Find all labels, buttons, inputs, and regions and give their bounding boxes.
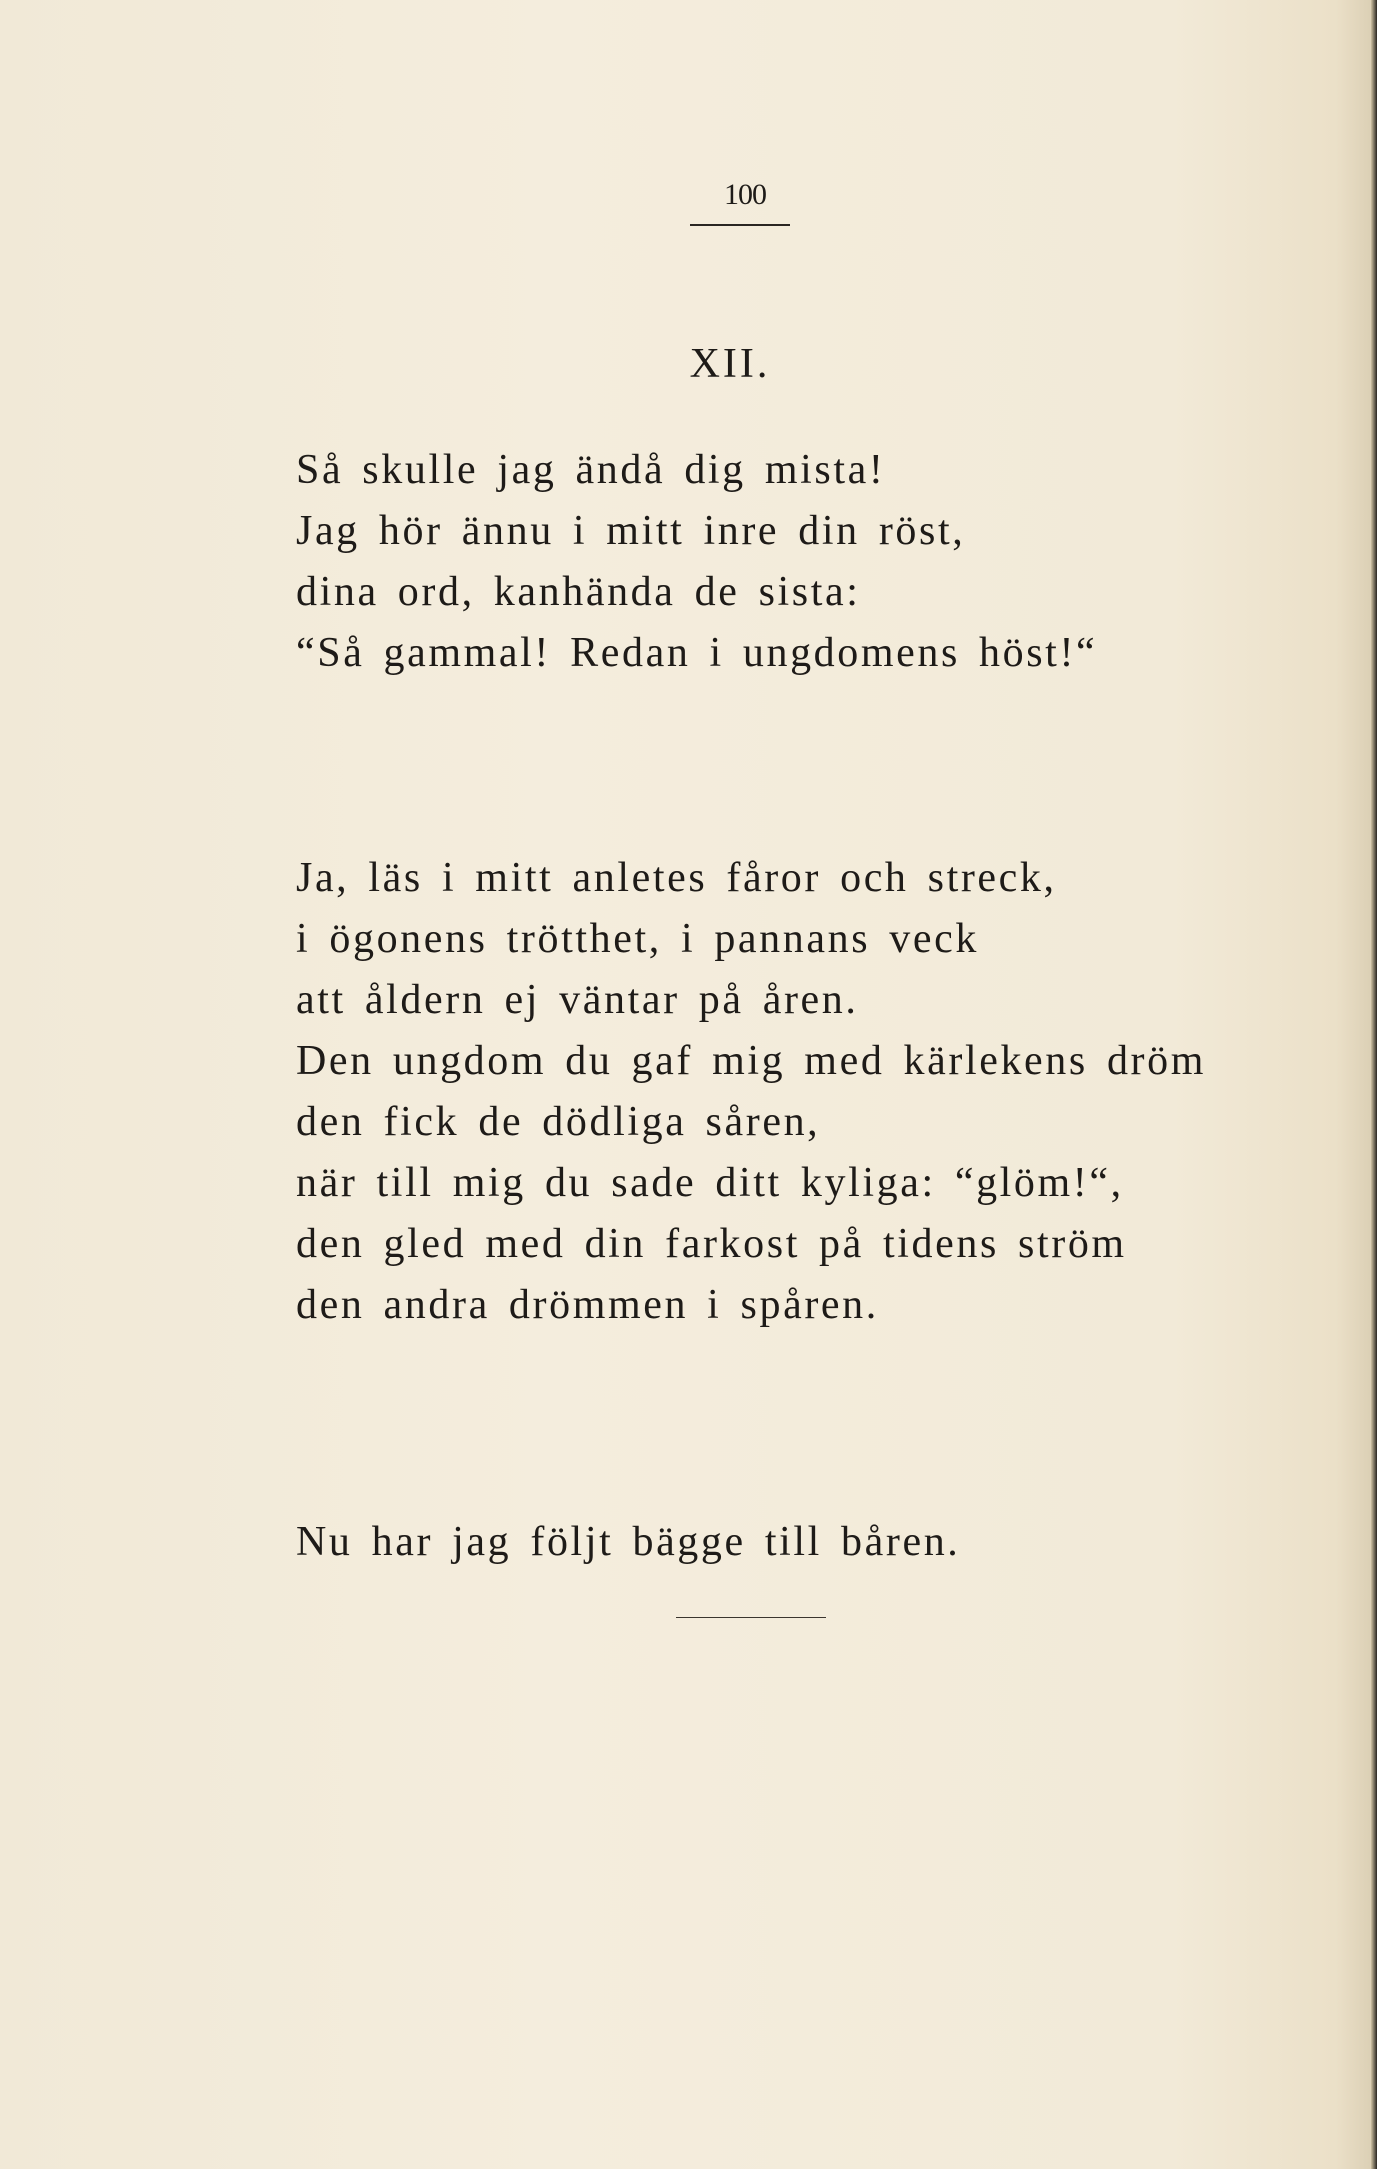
poem-line: Jag hör ännu i mitt inre din röst,: [296, 508, 966, 554]
poem-line: dina ord, kanhända de sista:: [296, 569, 861, 615]
stanza-3: [296, 1512, 960, 1573]
end-rule: [676, 1617, 826, 1618]
poem-line: i ögonens trötthet, i pannans veck: [296, 916, 979, 962]
section-heading: XII.: [689, 341, 771, 387]
poem-line: den andra drömmen i spåren.: [296, 1282, 879, 1328]
poem-line: “Så gammal! Redan i ungdomens höst!“: [296, 630, 1098, 676]
poem-line: Nu har jag följt bägge till båren.: [296, 1519, 961, 1565]
stanza-1: [296, 440, 1097, 684]
page-edge-shadow: [1371, 0, 1377, 2169]
poem-line: den gled med din farkost på tidens ström: [296, 1221, 1127, 1267]
poem-line: den fick de dödliga såren,: [296, 1099, 821, 1145]
page-number: 100: [724, 178, 766, 211]
stanza-2: [296, 848, 1206, 1336]
page-number-rule: [690, 224, 790, 226]
poem-line: Så skulle jag ändå dig mista!: [296, 447, 886, 493]
poem-line: Den ungdom du gaf mig med kärlekens dröm: [296, 1038, 1206, 1084]
poem-line: när till mig du sade ditt kyliga: “glöm!“,: [296, 1160, 1124, 1206]
poem-line: Ja, läs i mitt anletes fåror och streck,: [296, 855, 1057, 901]
poem-line: att åldern ej väntar på åren.: [296, 977, 859, 1023]
